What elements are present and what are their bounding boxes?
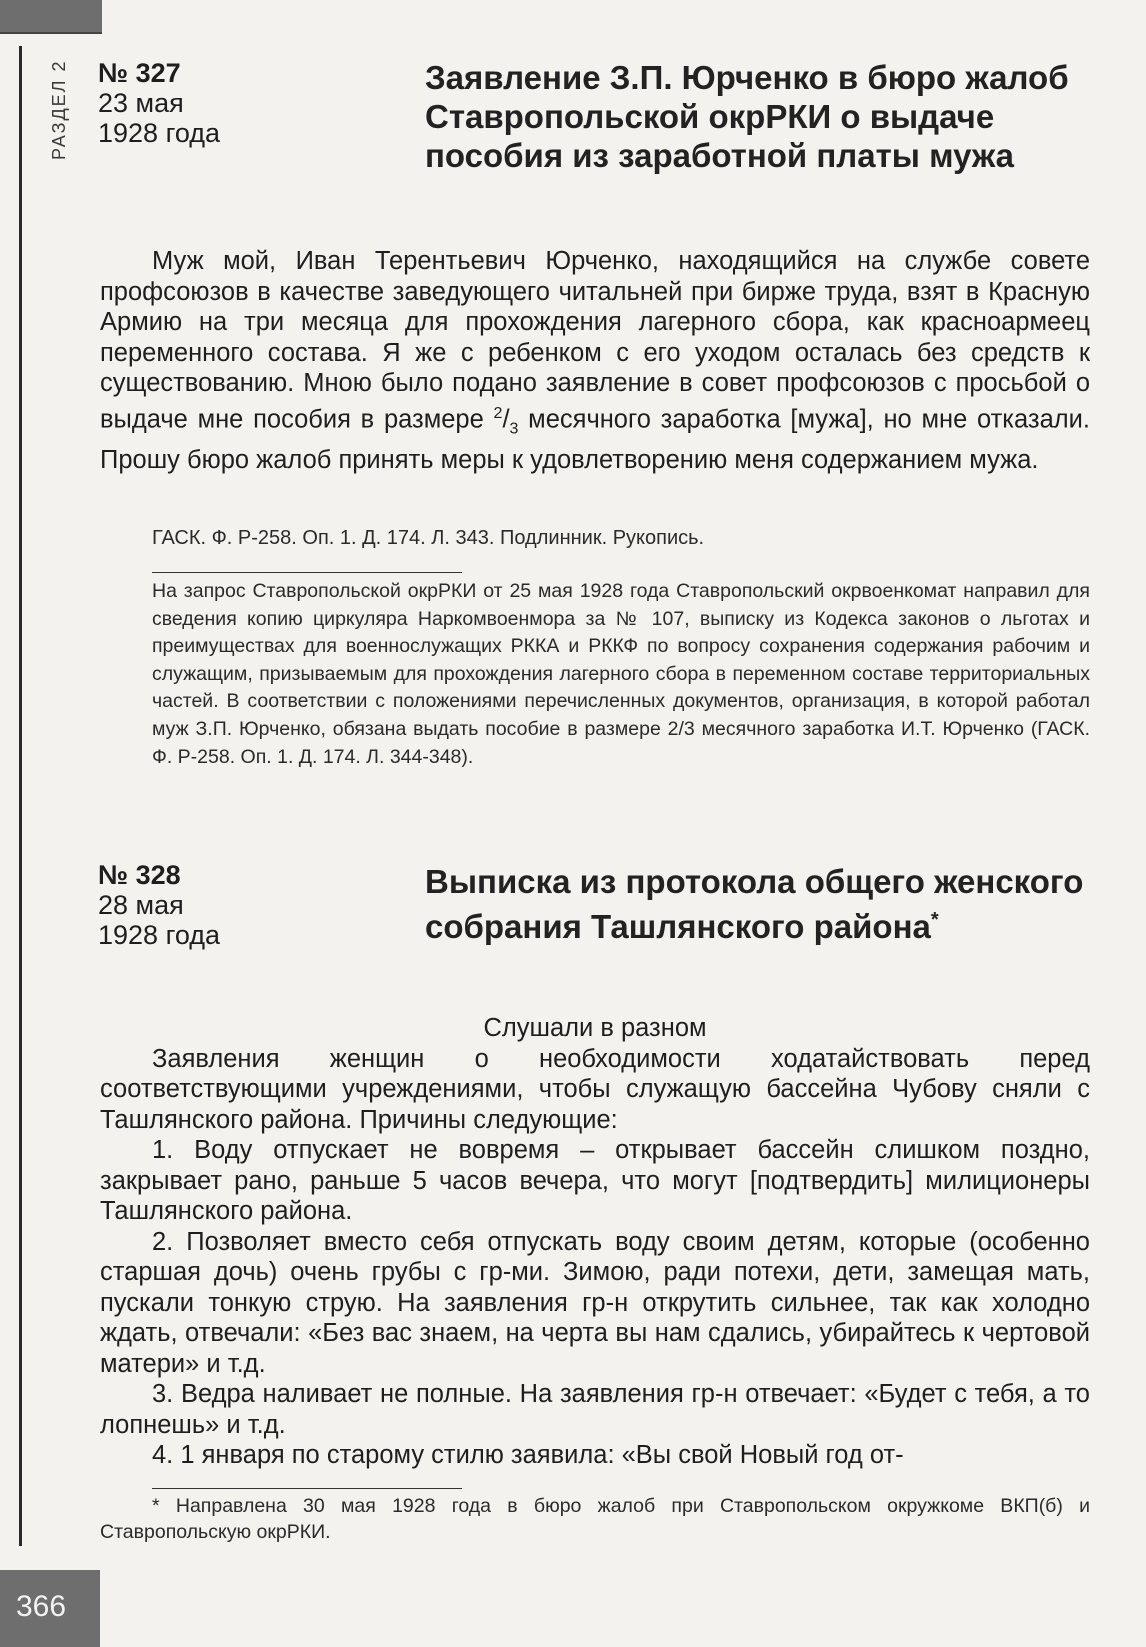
- body-paragraph: 2. Позволяет вместо себя отпускать воду своим детям, которые (особенно старшая дочь) очень грубы с гр-ми. Зимою, ради потехи, дети, замещая мать, пускали тонкую струю. На заявления гр-н открутить сильнее, так как холодно ждать, отвечали: «Без вас знаем, на черта вы нам сдались, убирайтесь к чертовой матери» и т.д.: [100, 1227, 1090, 1378]
- body-paragraph: 4. 1 января по старому стилю заявила: «Вы свой Новый год от-: [152, 1441, 904, 1469]
- doc-327-body: [100, 246, 1090, 475]
- footnote-marker: *: [930, 909, 939, 931]
- body-text-part-1: Муж мой, Иван Терентьевич Юрченко, находящийся на службе совете профсоюзов в качестве заведующего читальней при бирже труда, взят в Красную Армию на три месяца для прохождения лагерного сбора, как красноармеец переменного состава. Я же с ребенком с его уходом осталась без средств к существованию. Мною было подано заявление в совет профсоюзов с просьбой о выдаче мне пособия в размере: [100, 247, 1090, 433]
- body-paragraph: 3. Ведра наливает не полные. На заявления гр-н отвечает: «Будет с тебя, а то лопнешь» и т.д.: [100, 1380, 1090, 1439]
- doc-date-year: 1928 года: [98, 920, 221, 950]
- body-paragraph: Заявления женщин о необходимости ходатайствовать перед соответствующими учреждениями, чтобы служащую бассейна Чубову сняли с Ташлянского района. Причины следующие:: [100, 1044, 1090, 1134]
- page-number: 366: [16, 1590, 67, 1623]
- note-divider: [152, 572, 462, 573]
- doc-number: № 327: [98, 58, 181, 88]
- doc-327-meta: [98, 58, 220, 148]
- doc-date-year: 1928 года: [98, 118, 221, 148]
- doc-328-meta: [98, 860, 220, 950]
- footnote-divider: [152, 1488, 462, 1489]
- doc-328-body: [100, 1013, 1090, 1471]
- title-text: Выписка из протокола общего женского собрания Ташлянского района: [425, 863, 1084, 945]
- subheading: Слушали в разном: [483, 1014, 707, 1042]
- archival-source: ГАСК. Ф. Р-258. Оп. 1. Д. 174. Л. 343. Подлинник. Рукопись.: [152, 527, 705, 549]
- doc-date-day: 28 мая: [98, 890, 184, 920]
- body-paragraph: Муж мой, Иван Терентьевич Юрченко, находящийся на службе совете профсоюзов в качестве заведующего читальней при бирже труда, взят в Красную Армию на три месяца для прохождения лагерного сбора, как красноармеец переменного состава. Я же с ребенком с его уходом осталась без средств к существованию. Мною было подано заявление в совет профсоюзов с просьбой о выдаче мне пособия в размере $^2/_3$ месячного заработка [мужа], но мне отказали. Прошу бюро жалоб принять меры к удовлетворению меня содержанием мужа.: [100, 247, 1090, 474]
- body-paragraph: 1. Воду отпускает не вовремя – открывает бассейн слишком поздно, закрывает рано, раньше 5 часов вечера, что могут [подтвердить] милиционеры Ташлянского района.: [100, 1136, 1090, 1225]
- doc-327-title: Заявление З.П. Юрченко в бюро жалоб Ставропольской окрРКИ о выдаче пособия из заработной платы мужа: [425, 59, 1069, 174]
- editorial-note: На запрос Ставропольской окрРКИ от 25 мая 1928 года Ставропольский окрвоенкомат направил для сведения копию циркуляра Наркомвоенмора за № 107, выписку из Кодекса законов о льготах и преимуществах для военнослужащих РККА и РККФ по вопросу сохранения содержания рабочим и служащим, призываемым для прохождения лагерного сбора в переменном составе территориальных частей. В соответствии с положениями перечисленных документов, организация, в которой работал муж З.П. Юрченко, обязана выдать пособие в размере 2/3 месячного заработка И.Т. Юрченко (ГАСК. Ф. Р-258. Оп. 1. Д. 174. Л. 344-348).: [152, 580, 1090, 768]
- top-corner-tab: [0, 0, 102, 34]
- doc-328-title: [425, 862, 1085, 946]
- footnote-text: [100, 1493, 1090, 1545]
- body-text-part-2: месячного заработка [мужа], но мне отказали. Прошу бюро жалоб принять меры к удовлетворению меня содержанием мужа.: [100, 405, 1090, 474]
- section-label: РАЗДЕЛ 2: [49, 59, 69, 160]
- footnote-mark: *: [152, 1495, 160, 1517]
- footnote-body: Направлена 30 мая 1928 года в бюро жалоб при Ставропольском окружкоме ВКП(б) и Ставропольскую окрРКИ.: [100, 1495, 1090, 1543]
- doc-number: № 328: [98, 860, 181, 890]
- fraction-denominator: 3: [509, 420, 519, 438]
- doc-date-day: 23 мая: [98, 88, 184, 118]
- footnote: [100, 1493, 1090, 1545]
- fraction-numerator: 2: [493, 404, 503, 422]
- margin-rule: [0, 46, 22, 1546]
